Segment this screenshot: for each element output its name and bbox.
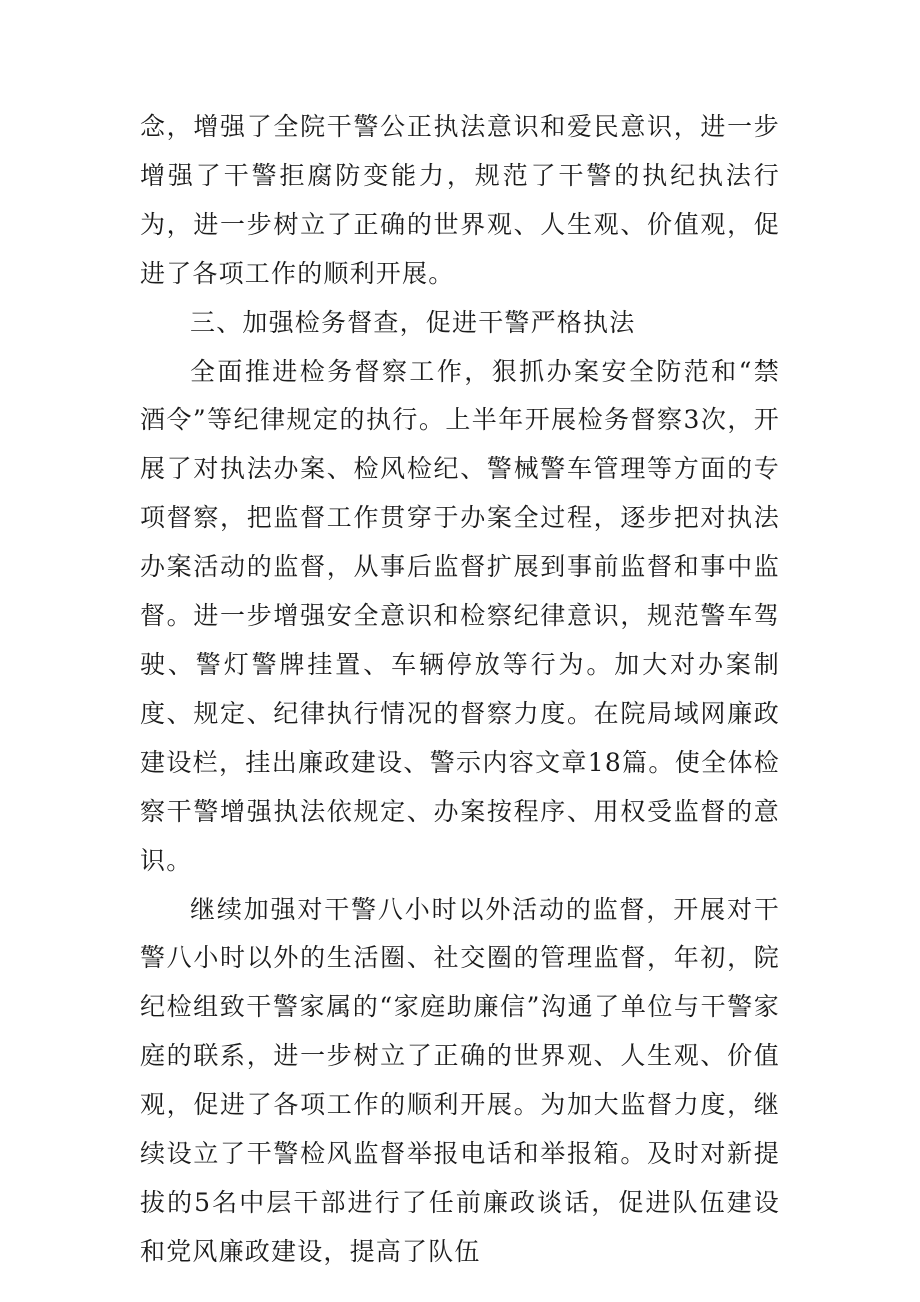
section-heading: 三、加强检务督查，促进干警严格执法 <box>190 307 636 337</box>
paragraph-continuation: 念，增强了全院干警公正执法意识和爱民意识，进一步增强了干警拒腐防变能力，规范了干警的执纪执法行为，进一步树立了正确的世界观、人生观、价值观，促进了各项工作的顺利开展。 <box>140 112 780 288</box>
paragraph-inspection: 全面推进检务督察工作，狠抓办案安全防范和“禁酒令”等纪律规定的执行。上半年开展检务督察3次，开展了对执法办案、检风检纪、警械警车管理等方面的专项督察，把监督工作贯穿于办案全过程，逐步把对执法办案活动的监督，从事后监督扩展到事前监督和事中监督。进一步增强安全意识和检察纪律意识，规范警车驾驶、警灯警牌挂置、车辆停放等行为。加大对办案制度、规定、纪律执行情况的督察力度。在院局域网廉政建设栏，挂出廉政建设、警示内容文章18篇。使全体检察干警增强执法依规定、办案按程序、用权受监督的意识。 <box>140 356 780 875</box>
document-body <box>140 103 780 1277</box>
paragraph-supervision: 继续加强对干警八小时以外活动的监督，开展对干警八小时以外的生活圈、社交圈的管理监督，年初，院纪检组致干警家属的“家庭助廉信”沟通了单位与干警家庭的联系，进一步树立了正确的世界观、人生观、价值观，促进了各项工作的顺利开展。为加大监督力度，继续设立了干警检风监督举报电话和举报箱。及时对新提拔的5名中层干部进行了任前廉政谈话，促进队伍建设和党风廉政建设，提高了队伍 <box>140 894 780 1266</box>
